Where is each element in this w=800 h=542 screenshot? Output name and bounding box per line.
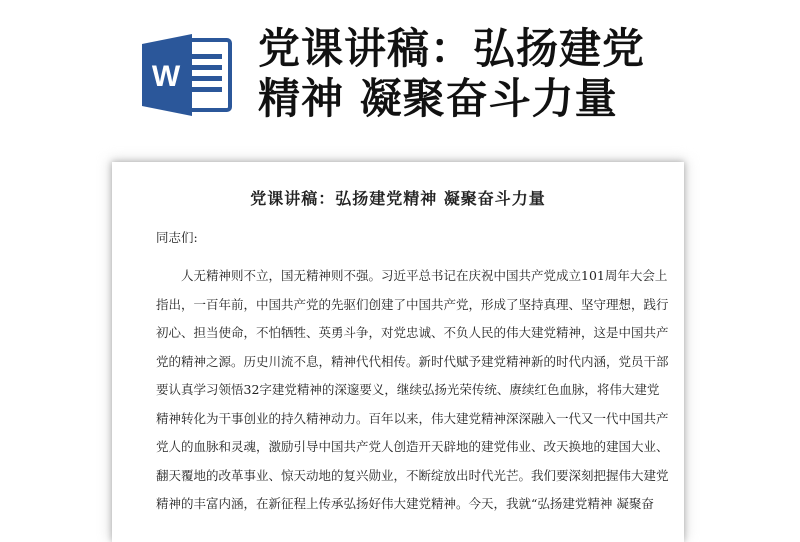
paragraph-line: 精神的丰富内涵，在新征程上传承弘扬好伟大建党精神。今天，我就“弘扬建党精神 凝聚奋: [156, 496, 654, 511]
word-icon: [140, 30, 240, 120]
paragraph-line: 翻天覆地的改革事业、惊天动地的复兴勋业，不断绽放出时代光芒。我们要深刻把握伟大建党: [156, 467, 669, 483]
banner: [0, 0, 800, 155]
salutation: 同志们:: [156, 230, 198, 245]
paragraph-line: 要认真学习领悟32字建党精神的深邃要义，继续弘扬光荣传统、赓续红色血脉，将伟大建党: [156, 382, 660, 397]
paragraph-line: 党的精神之源。历史川流不息，精神代代相传。新时代赋予建党精神新的时代内涵，党员干部: [156, 353, 669, 369]
document-page: [112, 162, 684, 542]
banner-title-line-1: 党课讲稿：弘扬建党: [258, 24, 646, 73]
paragraph-line: 人无精神则不立，国无精神则不强。习近平总书记在庆祝中国共产党成立101周年大会上: [181, 268, 668, 283]
icon-letter: W: [151, 60, 181, 93]
paragraph-line: 指出，一百年前，中国共产党的先驱们创建了中国共产党，形成了坚持真理、坚守理想，践行: [156, 296, 669, 312]
document-title: 党课讲稿：弘扬建党精神 凝聚奋斗力量: [250, 189, 546, 208]
body-paragraph: [156, 262, 669, 519]
banner-title-line-2: 精神 凝聚奋斗力量: [258, 74, 618, 123]
paragraph-line: 精神转化为干事创业的持久精神动力。百年以来，伟大建党精神深深融入一代又一代中国共产: [156, 410, 669, 426]
paragraph-line: 党人的血脉和灵魂，激励引导中国共产党人创造开天辟地的建党伟业、改天换地的建国大业、: [156, 439, 669, 454]
paragraph-line: 初心、担当使命，不怕牺牲、英勇斗争，对党忠诚、不负人民的伟大建党精神，这是中国共产: [156, 325, 669, 340]
banner-title: [258, 24, 778, 124]
